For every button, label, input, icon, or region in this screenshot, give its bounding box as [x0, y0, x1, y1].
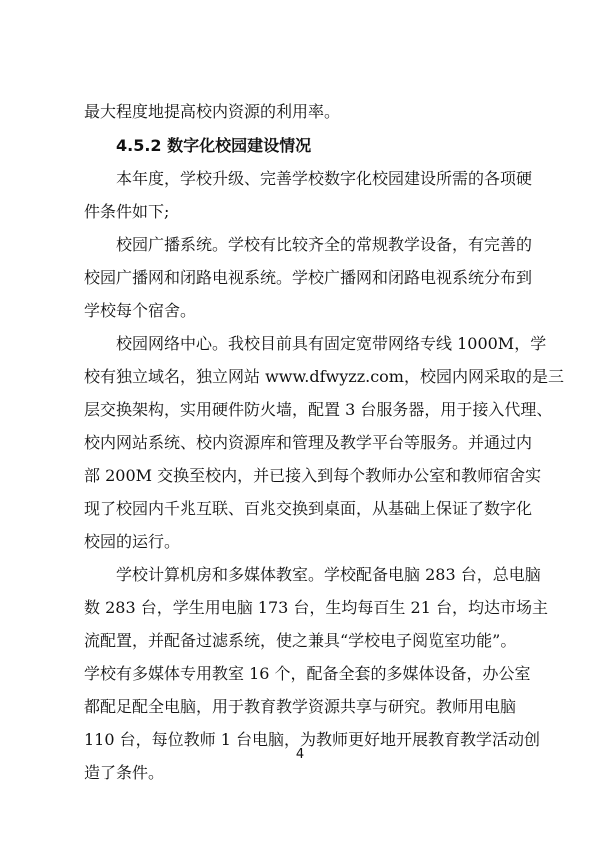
section-heading: 4.5.2 数字化校园建设情况	[116, 136, 312, 155]
paragraph-line: 部 200M 交换至校内，并已接入到每个教师办公室和教师宿舍实	[84, 466, 542, 485]
paragraph-line: 学校有多媒体专用教室 16 个，配备全套的多媒体设备，办公室	[84, 664, 531, 683]
paragraph-line: 校园网络中心。我校目前具有固定宽带网络专线 1000M，学	[116, 334, 547, 353]
paragraph-line: 校内网站系统、校内资源库和管理及教学平台等服务。并通过内	[84, 433, 533, 452]
paragraph-line: 现了校园内千兆互联、百兆交换到桌面，从基础上保证了数字化	[84, 499, 533, 518]
paragraph-line: 件条件如下;	[84, 202, 170, 221]
paragraph-line: 110 台，每位教师 1 台电脑，为教师更好地开展教育教学活动创	[84, 730, 540, 749]
paragraph-line: 造了条件。	[84, 763, 165, 782]
paragraph-line: 流配置，并配备过滤系统，使之兼具“学校电子阅览室功能”。	[84, 631, 517, 650]
paragraph-line: 校园的运行。	[84, 532, 181, 551]
page-number: 4	[295, 747, 305, 762]
body-text-block-1	[84, 95, 518, 128]
paragraph-line: 本年度，学校升级、完善学校数字化校园建设所需的各项硬	[116, 169, 533, 188]
paragraph-line: 数 283 台，学生用电脑 173 台，生均每百生 21 台，均达市场主	[84, 598, 548, 617]
paragraph-line: 校园广播系统。学校有比较齐全的常规教学设备，有完善的	[116, 235, 533, 254]
paragraph-line: 都配足配全电脑，用于教育教学资源共享与研究。教师用电脑	[84, 697, 517, 716]
body-text-block-2	[84, 129, 564, 789]
paragraph-line: 最大程度地提高校内资源的利用率。	[84, 102, 341, 121]
paragraph-line: 校有独立域名，独立网站 www.dfwyzz.com，校园内网采取的是三	[84, 367, 564, 386]
paragraph-line: 学校计算机房和多媒体教室。学校配备电脑 283 台，总电脑	[116, 565, 541, 584]
paragraph-line: 学校每个宿舍。	[84, 301, 197, 320]
paragraph-line: 校园广播网和闭路电视系统。学校广播网和闭路电视系统分布到	[84, 268, 533, 287]
paragraph-line: 层交换架构，实用硬件防火墙，配置 3 台服务器，用于接入代理、	[84, 400, 553, 419]
